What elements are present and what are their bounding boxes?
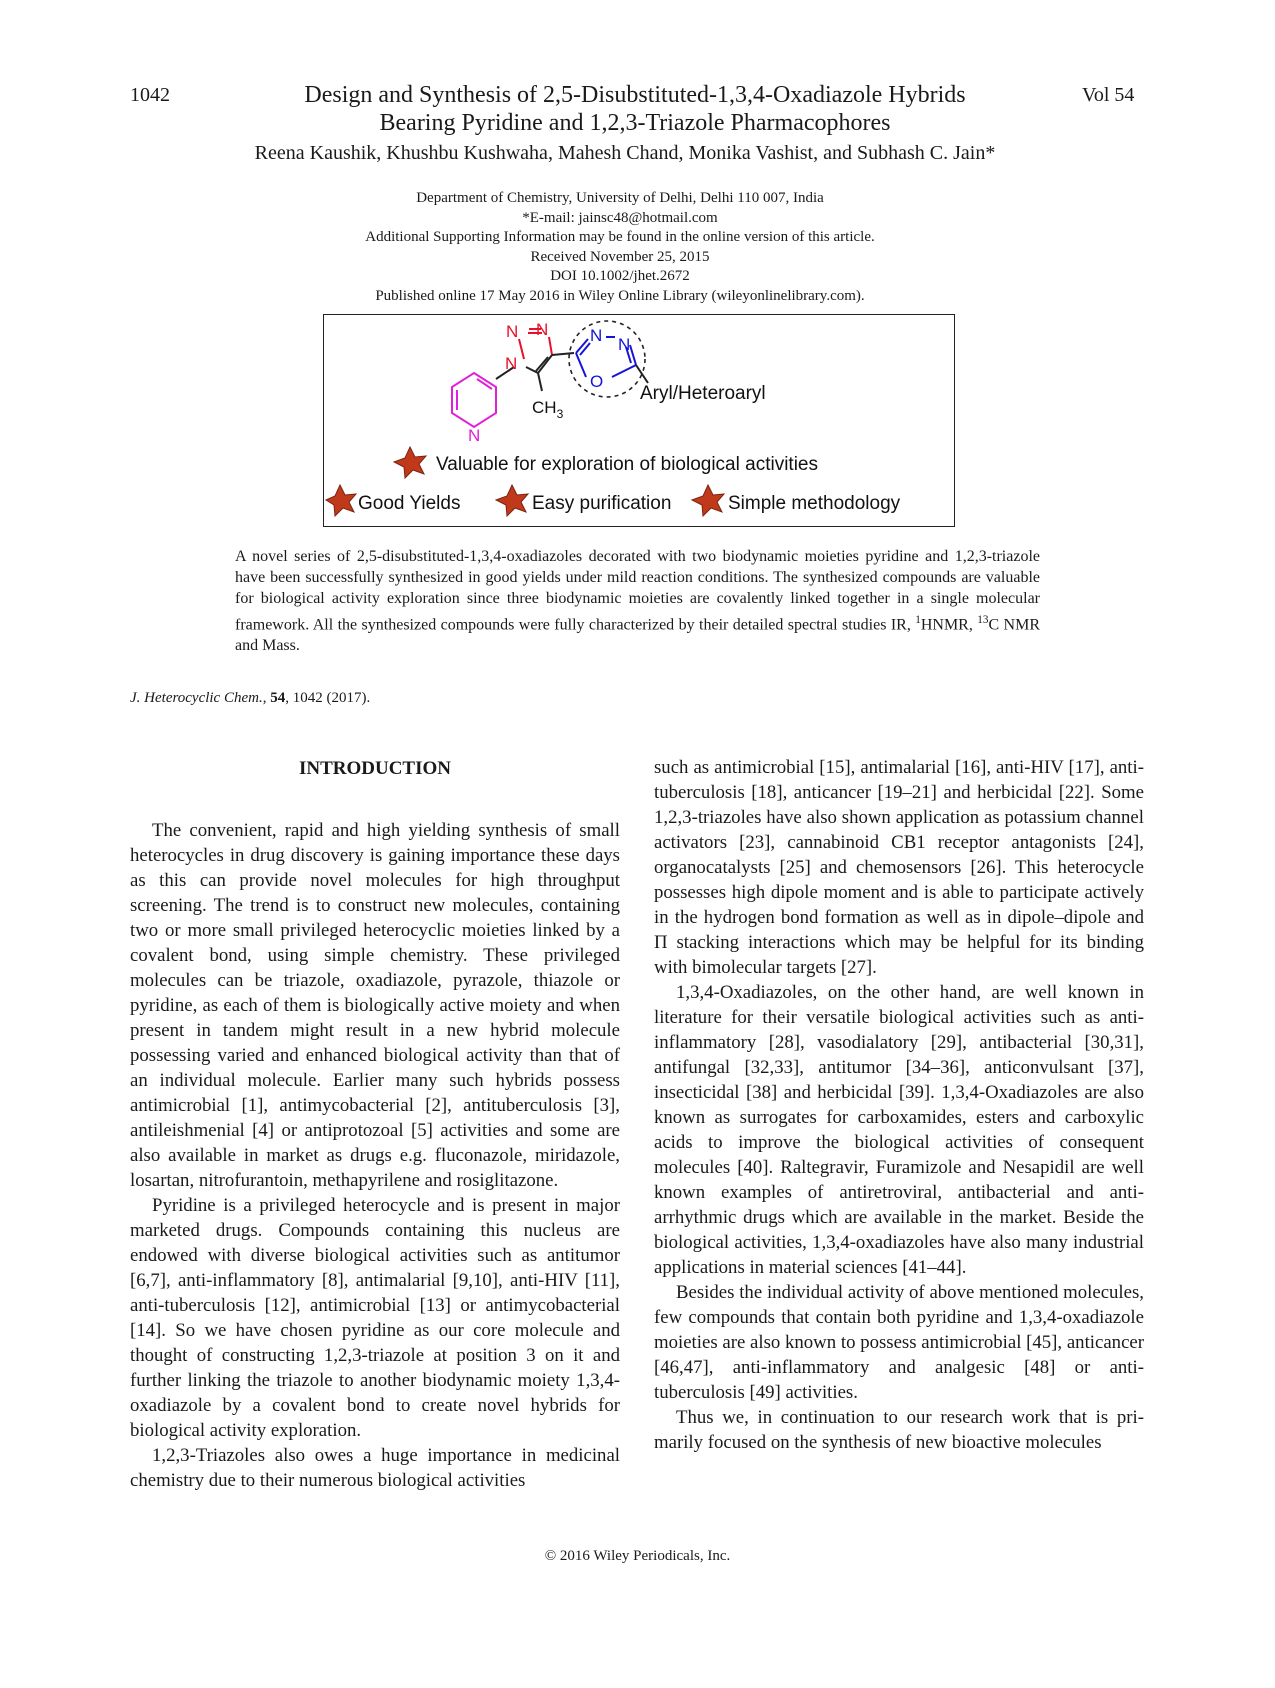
right-column	[654, 755, 1144, 1455]
article-title	[270, 81, 1000, 137]
feature-good-yields: Good Yields	[358, 493, 461, 514]
feature-simple-methodology: Simple methodology	[728, 493, 901, 514]
superscript: 1	[915, 613, 921, 626]
chemical-structure-figure	[324, 315, 953, 525]
paragraph: 1,3,4-Oxadiazoles, on the other hand, are well known in literature for their versatile biological activities such as anti-inflammatory [28], vasodialatory [29], antibacterial [30,31], antifungal [32,33], antitumor [34–36], anticonvulsant [37], insecticidal [38] and herbicidal [39]. 1,3,4-Oxadiazoles are also known as surrogates for carboxamides, esters and carboxylic acids to improve the biological activities of consequent molecules [40]. Raltegravir, Furamizole and Nesapidil are well known examples of antiretroviral, antibacterial and anti-arrhythmic drugs which are available in the market. Beside the biological activities, 1,3,4-oxadiazoles have also many industrial applications in material sciences [41–44].	[654, 982, 1144, 1278]
star-icon	[394, 447, 426, 478]
feature-easy-purification: Easy purification	[532, 493, 672, 514]
paragraph: The convenient, rapid and high yielding synthesis of small heterocycles in drug discovery is gaining importance these days as this can provide novel molecules for high throughput screening. The trend is to construct new molecules, containing two or more small privileged heterocyclic moieties linked by a covalent bond, using simple chemistry. These privileged molecules can be triazole, oxadiazole, pyrazole, thiazole or pyridine, as each of them is biologically active moiety and when present in tandem might result in a new hybrid molecule possessing varied and enhanced biological activity than that of an individual molecule. Earlier many such hybrids possess antimicrobial [1], antimycobacterial [2], antituberculosis [3], antileishmenial [4] or antiprotozoal [5] activities and some are also available in market as drugs e.g. fluconazole, miridazole, losartan, nitrofurantoin, methapyrilene and rosiglitazone.	[130, 820, 620, 1191]
star-icon	[326, 485, 356, 516]
aryl-heteroaryl-label: Aryl/Heteroaryl	[640, 383, 766, 404]
citation-separator: ,	[262, 690, 271, 706]
paragraph: 1,2,3-Triazoles also owes a huge importance in medicinal chemistry due to their numerous biological activities	[130, 1445, 620, 1491]
pyridine-ring	[452, 373, 496, 427]
journal-citation	[130, 690, 370, 707]
abstract-text: A novel series of 2,5-disubstituted-1,3,4-oxadiazoles decorated with two biodynamic moieties pyridine and 1,2,3-triazole have been successfully synthesized in good yields under mild reaction conditions. The synthesized compounds are valuable for biological activity exploration since three biodynamic moieties are covalently linked together in a single molecular framework. All the synthesized compounds were fully characterized by their detailed spectral studies IR,	[235, 548, 1040, 633]
abstract-text: HNMR,	[920, 615, 978, 633]
left-column	[130, 818, 620, 1493]
paragraph: Besides the individual activity of above mentioned molecules, few compounds that contain both pyridine and 1,3,4-oxadiazole moieties are also known to possess antimicrobial [45], anticancer [46,47], anti-inflammatory and analgesic [48] or anti-tuberculosis [49] activities.	[654, 1282, 1144, 1403]
citation-pages-year: , 1042 (2017).	[285, 690, 371, 706]
received-date: Received November 25, 2015	[530, 248, 710, 265]
triazole-n3-label: N	[506, 322, 519, 341]
paragraph: Pyridine is a privileged heterocycle and is present in major marketed drugs. Compounds containing this nucleus are endowed with diverse biological activities such as antitumor [6,7], anti-inflammatory [8], antimalarial [9,10], anti-HIV [11], anti-tuberculosis [12], antimicrobial [13] or antimycobacterial [14]. So we have chosen pyridine as our core molecule and thought of constructing 1,2,3-triazole at position 3 on it and further linking the triazole to another biodynamic moiety 1,3,4-oxadiazole by a covalent bond to create novel hybrids for biological activity exploration.	[130, 1195, 620, 1441]
star-icon	[692, 485, 724, 516]
triazole-n2-label: N	[536, 320, 549, 339]
page-number: 1042	[130, 84, 170, 106]
section-heading: INTRODUCTION	[298, 758, 452, 779]
pyridine-n-label: N	[468, 426, 481, 445]
title-line-2: Bearing Pyridine and 1,2,3-Triazole Pharmacophores	[379, 110, 891, 136]
volume-label: Vol 54	[1082, 84, 1135, 106]
highlight-text: Valuable for exploration of biological activities	[436, 454, 818, 475]
paragraph: such as antimicrobial [15], antimalarial [16], anti-HIV [17], anti-tuberculosis [18], anticancer [19–21] and herbicidal [22]. Some 1,2,3-triazoles have also shown application as potassium channel activators [23], cannabinoid CB1 receptor antagonists [24], organocatalysts [25] and chemosensors [26]. This heterocycle possesses high dipole moment and is able to participate actively in the hydrogen bond formation as well as in dipole–dipole and Π stacking interactions which may be helpful for its binding with bimolecular targets [27].	[654, 757, 1144, 978]
title-line-1: Design and Synthesis of 2,5-Disubstituted-1,3,4-Oxadiazole Hybrids	[304, 82, 966, 108]
journal-name: J. Heterocyclic Chem.	[130, 690, 263, 706]
graphical-abstract	[323, 314, 955, 527]
paragraph: Thus we, in continuation to our research work that is primarily focused on the synthesis of new bioactive molecules	[654, 1407, 1144, 1453]
affiliation-block	[240, 189, 1000, 306]
oxadiazole-n3-label: N	[590, 326, 603, 345]
triazole-n1-label: N	[505, 354, 518, 373]
abstract	[235, 546, 1040, 656]
copyright-footer: © 2016 Wiley Periodicals, Inc.	[544, 1548, 731, 1564]
abstract-text: C NMR and Mass.	[235, 615, 1041, 655]
author-list: Reena Kaushik, Khushbu Kushwaha, Mahesh Chand, Monika Vashist, and Subhash C. Jain*	[254, 142, 996, 164]
published-online: Published online 17 May 2016 in Wiley Online Library (wileyonlinelibrary.com).	[375, 287, 865, 304]
oxadiazole-n4-label: N	[618, 335, 631, 354]
bond-methyl	[538, 373, 542, 391]
methyl-label: $CH_3$	[532, 398, 564, 421]
bond-triazole-oxadiazole	[552, 353, 574, 355]
oxadiazole-o-label: O	[590, 372, 604, 391]
supporting-info: Additional Supporting Information may be found in the online version of this article.	[365, 229, 875, 245]
citation-volume: 54	[270, 690, 286, 706]
bond-aryl	[636, 365, 648, 383]
star-icon	[496, 485, 528, 516]
doi: DOI 10.1002/jhet.2672	[550, 268, 690, 284]
email: *E-mail: jainsc48@hotmail.com	[522, 209, 718, 226]
triazole-carbons	[526, 355, 552, 373]
superscript: 13	[977, 613, 989, 626]
department: Department of Chemistry, University of Delhi, Delhi 110 007, India	[416, 190, 824, 206]
